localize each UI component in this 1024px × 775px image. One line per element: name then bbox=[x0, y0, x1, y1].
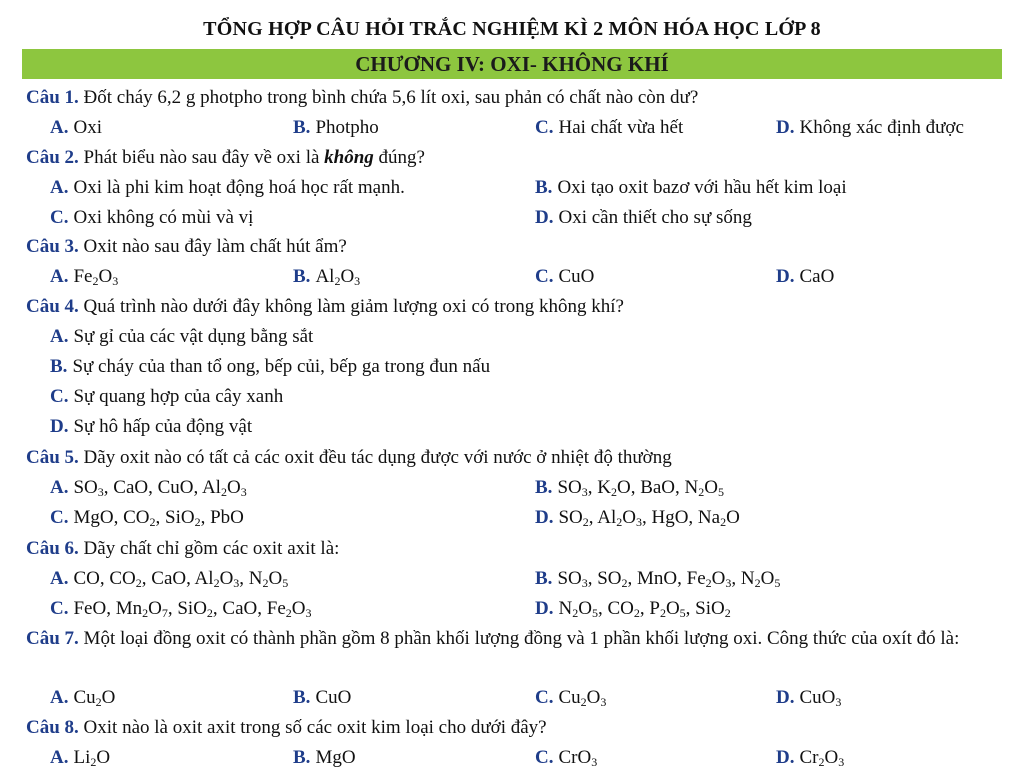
q6-option-b: B. $SO_3$, $SO_2$, MnO, $Fe_2O_3$, $N_2O_5$ bbox=[535, 568, 781, 590]
question-1 bbox=[26, 86, 698, 110]
question-text: Đốt cháy 6,2 g photpho trong bình chứa 5,6 lít oxi, sau phản có chất nào còn dư? bbox=[83, 87, 699, 108]
q1-option-b: B. Photpho bbox=[293, 117, 379, 138]
page-title: TỔNG HỢP CÂU HỎI TRẮC NGHIỆM KÌ 2 MÔN HÓA HỌC LỚP 8 bbox=[203, 18, 821, 40]
question-3: Câu 3. Oxit nào sau đây làm chất hút ẩm? bbox=[26, 236, 347, 257]
question-number: Câu 2. bbox=[26, 147, 79, 168]
q1-option-d: D. Không xác định được bbox=[776, 117, 964, 138]
q1-option-c: C. Hai chất vừa hết bbox=[535, 117, 684, 138]
q2-option-b: B. Oxi tạo oxit bazơ với hầu hết kim loại bbox=[535, 177, 847, 198]
q4-option-b: B. Sự cháy của than tổ ong, bếp củi, bếp ga trong đun nấu bbox=[50, 356, 491, 377]
question-7: Câu 7. Một loại đồng oxit có thành phần gồm 8 phần khối lượng đồng và 1 phần khối lượng oxi. Công thức của oxít đó là: bbox=[26, 628, 960, 649]
q4-option-c: C. Sự quang hợp của cây xanh bbox=[50, 386, 284, 407]
question-2: Câu 2. Phát biểu nào sau đây về oxi là không đúng? bbox=[26, 147, 425, 168]
q5-option-d: D. $SO_2$, $Al_2O_3$, HgO, $Na_2O$ bbox=[535, 507, 740, 529]
q2-option-c: C. Oxi không có mùi và vị bbox=[50, 207, 254, 228]
q4-option-d: D. Sự hô hấp của động vật bbox=[50, 416, 253, 437]
q1-option-a: A. Oxi bbox=[50, 117, 102, 138]
q3-option-c: C. CuO bbox=[535, 266, 595, 287]
q2-option-d: D. Oxi cần thiết cho sự sống bbox=[535, 207, 752, 228]
q3-option-b: B. $Al_2O_3$ bbox=[293, 266, 361, 288]
q4-option-a: A. Sự gỉ của các vật dụng bằng sắt bbox=[50, 326, 314, 347]
q6-option-c: C. FeO, $Mn_2O_7$, SiO$_2$, CaO, $Fe_2O_3$ bbox=[50, 598, 312, 620]
q8-option-c: C. CrO$_3$ bbox=[535, 747, 598, 769]
q2-option-a: A. Oxi là phi kim hoạt động hoá học rất mạnh. bbox=[50, 177, 405, 198]
question-number: Câu 1. bbox=[26, 87, 79, 108]
q6-option-a: A. CO, $CO_2$, CaO, $Al_2O_3$, $N_2O_5$ bbox=[50, 568, 289, 590]
q5-option-a: A. $SO_3$, CaO, CuO, $Al_2O_3$ bbox=[50, 477, 247, 499]
q8-option-d: D. $Cr_2O_3$ bbox=[776, 747, 845, 769]
question-5: Câu 5. Dãy oxit nào có tất cả các oxit đều tác dụng được với nước ở nhiệt độ thường bbox=[26, 447, 672, 468]
q8-option-a: A. $Li_2O$ bbox=[50, 747, 111, 769]
question-4: Câu 4. Quá trình nào dưới đây không làm giảm lượng oxi có trong không khí? bbox=[26, 296, 624, 317]
q5-option-b: B. $SO_3$, $K_2O$, BaO, $N_2O_5$ bbox=[535, 477, 724, 499]
q8-option-b: B. MgO bbox=[293, 747, 356, 768]
emphasis-text: không bbox=[324, 147, 374, 168]
q3-option-d: D. CaO bbox=[776, 266, 835, 287]
q7-option-b: B. CuO bbox=[293, 687, 352, 708]
q7-option-a: A. $Cu_2O$ bbox=[50, 687, 116, 709]
question-8: Câu 8. Oxit nào là oxit axit trong số các oxit kim loại cho dưới đây? bbox=[26, 717, 547, 738]
q3-option-a: A. $Fe_2O_3$ bbox=[50, 266, 119, 288]
question-6: Câu 6. Dãy chất chỉ gồm các oxit axit là: bbox=[26, 538, 340, 559]
q5-option-c: C. MgO, $CO_2$, SiO$_2$, PbO bbox=[50, 507, 244, 529]
q6-option-d: D. $N_2O_5$, $CO_2$, $P_2O_5$, SiO$_2$ bbox=[535, 598, 731, 620]
q7-option-d: D. CuO$_3$ bbox=[776, 687, 842, 709]
q7-option-c: C. $Cu_2O_3$ bbox=[535, 687, 607, 709]
chapter-heading: CHƯƠNG IV: OXI- KHÔNG KHÍ bbox=[22, 49, 1002, 79]
